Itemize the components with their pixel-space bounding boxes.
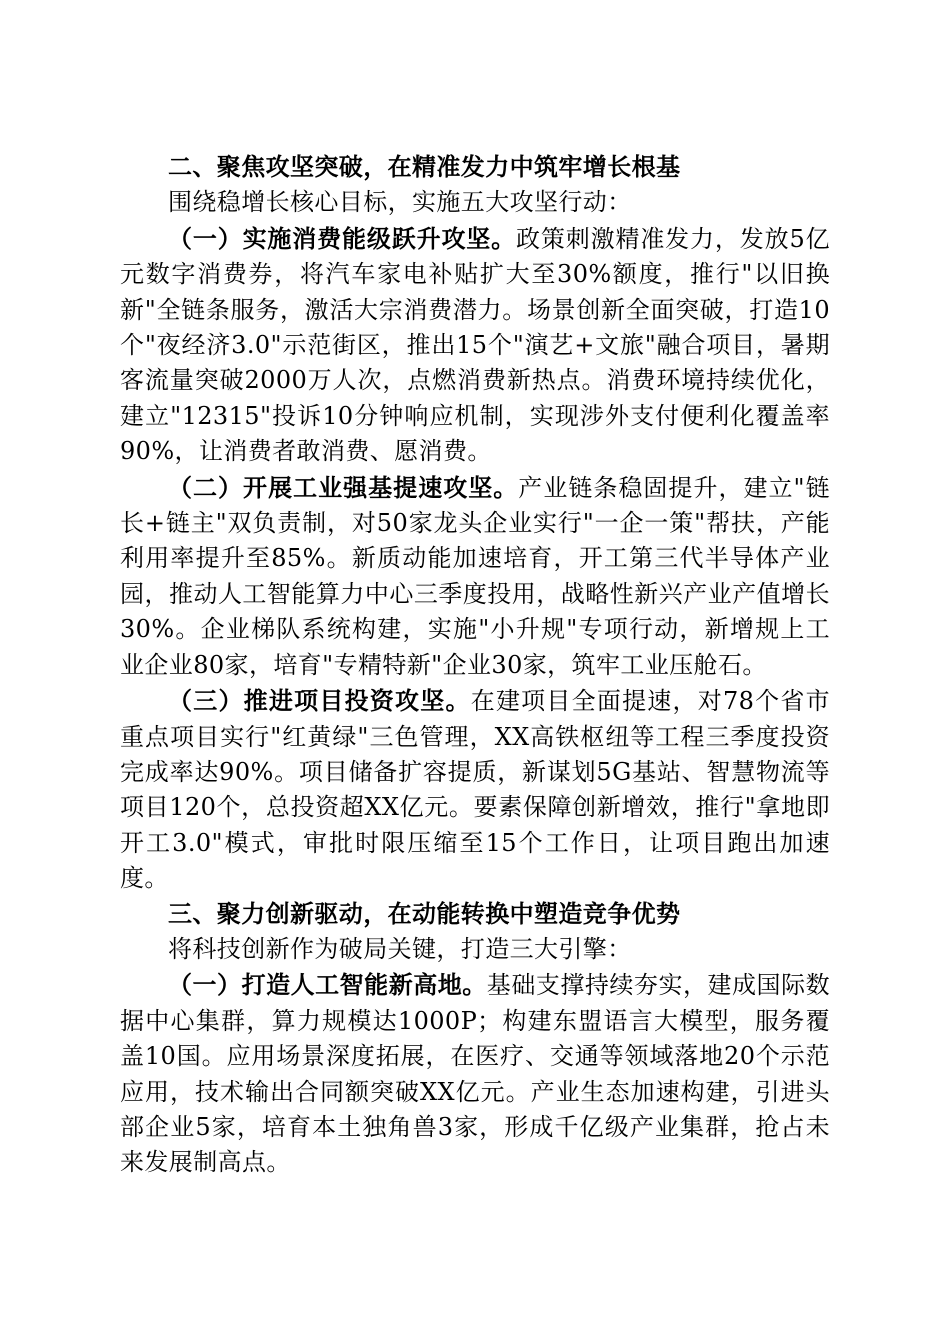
section-2-item-1 [120,221,830,470]
section-3-heading: 三、聚力创新驱动，在动能转换中塑造竞争优势 [168,899,681,928]
section-2-heading: 二、聚焦攻坚突破，在精准发力中筑牢增长根基 [168,153,681,181]
item-lead: （一）打造人工智能新高地。 [168,970,487,1000]
item-body: 在建项目全面提速，对78个省市重点项目实行"红黄绿"三色管理，XX高铁枢纽等工程三季度投资完成率达90%。项目储备扩容提质，新谋划5G基站、智慧物流等项目120个，总投资超XX亿元。要素保障创新增效，推行"拿地即开工3.0"模式，审批时限压缩至15个工作日，让项目跑出加速度。 [120,687,830,893]
item-lead: （二）开展工业强基提速攻坚。 [168,472,519,502]
section-3-item-1 [120,967,830,1180]
item-lead: （三）推进项目投资攻坚。 [168,686,471,716]
section-2-item-2 [120,470,830,683]
item-body: 产业链条稳固提升，建立"链长+链主"双负责制，对50家龙头企业实行"一企一策"帮扶，产能利用率提升至85%。新质动能加速培育，开工第三代半导体产业园，推动人工智能算力中心三季度投用，战略性新兴产业产值增长30%。企业梯队系统构建，实施"小升规"专项行动，新增规上工业企业80家，培育"专精特新"企业30家，筑牢工业压舱石。 [120,473,830,679]
section-2-intro: 围绕稳增长核心目标，实施五大攻坚行动： [168,188,632,217]
item-body: 基础支撑持续夯实，建成国际数据中心集群，算力规模达1000P；构建东盟语言大模型，服务覆盖10国。应用场景深度拓展，在医疗、交通等领域落地20个示范应用，技术输出合同额突破XX亿元。产业生态加速构建，引进头部企业5家，培育本土独角兽3家，形成千亿级产业集群，抢占未来发展制高点。 [120,971,830,1177]
section-2-item-3 [120,683,830,896]
section-3-intro: 将科技创新作为破局关键，打造三大引擎： [168,934,632,963]
item-body: 政策刺激精准发力，发放5亿元数字消费券，将汽车家电补贴扩大至30%额度，推行"以旧换新"全链条服务，激活大宗消费潜力。场景创新全面突破，打造10个"夜经济3.0"示范街区，推出15个"演艺+文旅"融合项目，暑期客流量突破2000万人次，点燃消费新热点。消费环境持续优化，建立"12315"投诉10分钟响应机制，实现涉外支付便利化覆盖率90%，让消费者敢消费、愿消费。 [120,224,831,466]
item-lead: （一）实施消费能级跃升攻坚。 [168,223,517,253]
document-page [120,150,830,1181]
